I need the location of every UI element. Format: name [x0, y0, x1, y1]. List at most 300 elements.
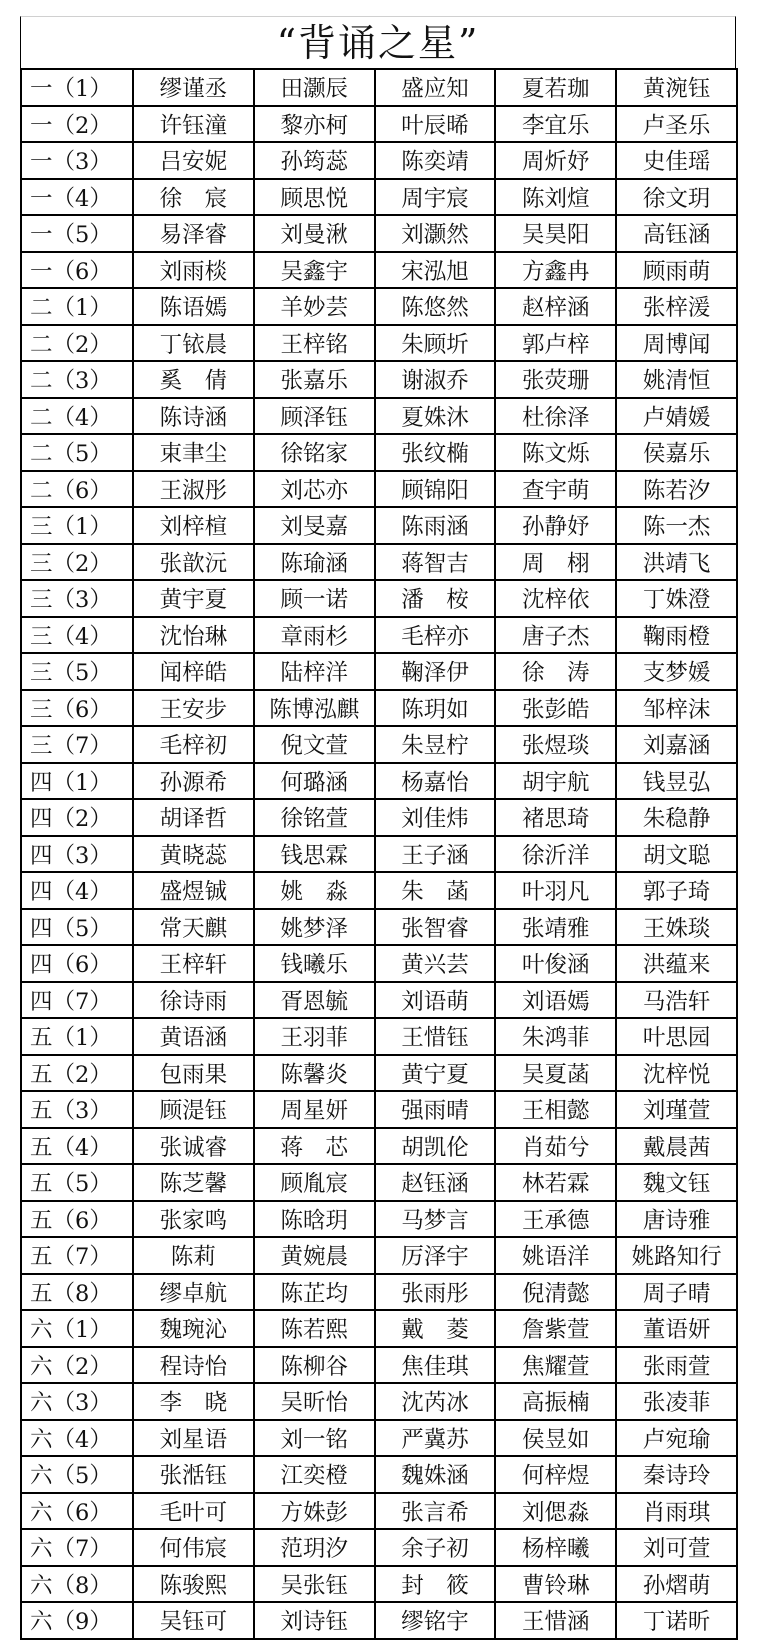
class-cell: 四（1）	[21, 763, 133, 800]
honor-roster-table	[20, 68, 738, 1640]
student-name-cell: 王安步	[133, 690, 254, 727]
student-name-cell: 刘雨棪	[133, 252, 254, 289]
class-cell: 三（3）	[21, 580, 133, 617]
class-cell: 六（6）	[21, 1493, 133, 1530]
student-name-cell: 徐铭家	[254, 434, 375, 471]
student-name-cell: 顾湜钰	[133, 1091, 254, 1128]
table-row	[21, 1055, 737, 1092]
class-cell: 二（1）	[21, 288, 133, 325]
student-name-cell: 陈瑜涵	[254, 544, 375, 581]
student-name-cell: 王相懿	[495, 1091, 616, 1128]
student-name-cell: 魏姝涵	[375, 1456, 496, 1493]
student-name-cell: 陆梓洋	[254, 653, 375, 690]
table-row	[21, 142, 737, 179]
class-cell: 一（4）	[21, 179, 133, 216]
student-name-cell: 陈馨炎	[254, 1055, 375, 1092]
student-name-cell: 杜徐泽	[495, 398, 616, 435]
table-row	[21, 1128, 737, 1165]
student-name-cell: 王惜钰	[375, 1018, 496, 1055]
student-name-cell: 顾一诺	[254, 580, 375, 617]
student-name-cell: 王惜涵	[495, 1602, 616, 1639]
student-name-cell: 支梦媛	[616, 653, 737, 690]
student-name-cell: 张湉钰	[133, 1456, 254, 1493]
class-cell: 三（5）	[21, 653, 133, 690]
student-name-cell: 张歆沅	[133, 544, 254, 581]
student-name-cell: 查宇萌	[495, 471, 616, 508]
student-name-cell: 卢婧媛	[616, 398, 737, 435]
student-name-cell: 陈文烁	[495, 434, 616, 471]
table-row	[21, 1566, 737, 1603]
student-name-cell: 姚语洋	[495, 1237, 616, 1274]
table-row	[21, 434, 737, 471]
class-cell: 五（5）	[21, 1164, 133, 1201]
student-name-cell: 吴张钰	[254, 1566, 375, 1603]
student-name-cell: 张嘉乐	[254, 361, 375, 398]
student-name-cell: 何梓煜	[495, 1456, 616, 1493]
student-name-cell: 刘星语	[133, 1420, 254, 1457]
student-name-cell: 顾泽钰	[254, 398, 375, 435]
table-row	[21, 1018, 737, 1055]
student-name-cell: 刘瑾萱	[616, 1091, 737, 1128]
table-row	[21, 799, 737, 836]
student-name-cell: 陈刘煊	[495, 179, 616, 216]
student-name-cell: 方鑫冉	[495, 252, 616, 289]
class-cell: 二（2）	[21, 325, 133, 362]
student-name-cell: 吴昕怡	[254, 1383, 375, 1420]
student-name-cell: 叶羽凡	[495, 872, 616, 909]
student-name-cell: 陈语嫣	[133, 288, 254, 325]
student-name-cell: 卢圣乐	[616, 106, 737, 143]
student-name-cell: 沈怡琳	[133, 617, 254, 654]
student-name-cell: 秦诗玲	[616, 1456, 737, 1493]
student-name-cell: 周炘妤	[495, 142, 616, 179]
student-name-cell: 缪卓航	[133, 1274, 254, 1311]
student-name-cell: 刘可萱	[616, 1529, 737, 1566]
class-cell: 三（1）	[21, 507, 133, 544]
table-row	[21, 909, 737, 946]
student-name-cell: 戴 菱	[375, 1310, 496, 1347]
table-row	[21, 982, 737, 1019]
student-name-cell: 顾胤宸	[254, 1164, 375, 1201]
student-name-cell: 张荧珊	[495, 361, 616, 398]
student-name-cell: 张家鸣	[133, 1201, 254, 1238]
student-name-cell: 马浩轩	[616, 982, 737, 1019]
student-name-cell: 侯嘉乐	[616, 434, 737, 471]
student-name-cell: 刘语嫣	[495, 982, 616, 1019]
student-name-cell: 李宜乐	[495, 106, 616, 143]
student-name-cell: 姚 淼	[254, 872, 375, 909]
class-cell: 五（4）	[21, 1128, 133, 1165]
roster-body	[21, 69, 737, 1639]
student-name-cell: 朱顾圻	[375, 325, 496, 362]
student-name-cell: 邹梓沫	[616, 690, 737, 727]
student-name-cell: 张智睿	[375, 909, 496, 946]
student-name-cell: 孙筠蕊	[254, 142, 375, 179]
student-name-cell: 黄晓蕊	[133, 836, 254, 873]
student-name-cell: 沈梓悦	[616, 1055, 737, 1092]
student-name-cell: 刘梓楦	[133, 507, 254, 544]
student-name-cell: 卢宛瑜	[616, 1420, 737, 1457]
student-name-cell: 沈梓依	[495, 580, 616, 617]
table-row	[21, 1164, 737, 1201]
student-name-cell: 黄婉晨	[254, 1237, 375, 1274]
student-name-cell: 徐文玥	[616, 179, 737, 216]
student-name-cell: 叶思园	[616, 1018, 737, 1055]
class-cell: 五（8）	[21, 1274, 133, 1311]
student-name-cell: 鞠雨橙	[616, 617, 737, 654]
student-name-cell: 徐 宸	[133, 179, 254, 216]
student-name-cell: 姚清恒	[616, 361, 737, 398]
student-name-cell: 叶辰晞	[375, 106, 496, 143]
class-cell: 二（6）	[21, 471, 133, 508]
student-name-cell: 封 筱	[375, 1566, 496, 1603]
class-cell: 二（4）	[21, 398, 133, 435]
table-row	[21, 1201, 737, 1238]
student-name-cell: 黄兴芸	[375, 945, 496, 982]
student-name-cell: 赵梓涵	[495, 288, 616, 325]
student-name-cell: 朱鸿菲	[495, 1018, 616, 1055]
student-name-cell: 王承德	[495, 1201, 616, 1238]
student-name-cell: 毛梓初	[133, 726, 254, 763]
student-name-cell: 毛梓亦	[375, 617, 496, 654]
student-name-cell: 刘嘉涵	[616, 726, 737, 763]
student-name-cell: 张彭皓	[495, 690, 616, 727]
student-name-cell: 顾锦阳	[375, 471, 496, 508]
student-name-cell: 潘 桉	[375, 580, 496, 617]
class-cell: 六（8）	[21, 1566, 133, 1603]
class-cell: 五（7）	[21, 1237, 133, 1274]
table-row	[21, 1383, 737, 1420]
table-row	[21, 690, 737, 727]
table-row	[21, 763, 737, 800]
student-name-cell: 束聿尘	[133, 434, 254, 471]
student-name-cell: 夏若珈	[495, 69, 616, 106]
class-cell: 三（7）	[21, 726, 133, 763]
student-name-cell: 陈玥如	[375, 690, 496, 727]
class-cell: 五（3）	[21, 1091, 133, 1128]
table-row	[21, 544, 737, 581]
student-name-cell: 蒋智吉	[375, 544, 496, 581]
student-name-cell: 刘灏然	[375, 215, 496, 252]
student-name-cell: 胡宇航	[495, 763, 616, 800]
student-name-cell: 许钰潼	[133, 106, 254, 143]
table-row	[21, 1237, 737, 1274]
table-row	[21, 252, 737, 289]
table-row	[21, 325, 737, 362]
student-name-cell: 吴鑫宇	[254, 252, 375, 289]
student-name-cell: 陈一杰	[616, 507, 737, 544]
class-cell: 四（2）	[21, 799, 133, 836]
table-row	[21, 1493, 737, 1530]
student-name-cell: 宋泓旭	[375, 252, 496, 289]
table-row	[21, 1420, 737, 1457]
student-name-cell: 张煜琰	[495, 726, 616, 763]
student-name-cell: 陈诗涵	[133, 398, 254, 435]
student-name-cell: 严冀苏	[375, 1420, 496, 1457]
student-name-cell: 刘旻嘉	[254, 507, 375, 544]
student-name-cell: 郭子琦	[616, 872, 737, 909]
student-name-cell: 侯昱如	[495, 1420, 616, 1457]
student-name-cell: 姚路知行	[616, 1237, 737, 1274]
table-row	[21, 179, 737, 216]
table-row	[21, 1347, 737, 1384]
student-name-cell: 杨梓曦	[495, 1529, 616, 1566]
table-row	[21, 836, 737, 873]
student-name-cell: 郭卢梓	[495, 325, 616, 362]
student-name-cell: 缪谨丞	[133, 69, 254, 106]
student-name-cell: 洪靖飞	[616, 544, 737, 581]
student-name-cell: 刘曼湫	[254, 215, 375, 252]
student-name-cell: 史佳瑶	[616, 142, 737, 179]
student-name-cell: 林若霖	[495, 1164, 616, 1201]
student-name-cell: 胡凯伦	[375, 1128, 496, 1165]
table-row	[21, 1091, 737, 1128]
student-name-cell: 刘芯亦	[254, 471, 375, 508]
class-cell: 一（3）	[21, 142, 133, 179]
student-name-cell: 张凌菲	[616, 1383, 737, 1420]
table-row	[21, 106, 737, 143]
table-row	[21, 1310, 737, 1347]
student-name-cell: 徐沂洋	[495, 836, 616, 873]
table-row	[21, 653, 737, 690]
class-cell: 六（4）	[21, 1420, 133, 1457]
student-name-cell: 盛煜铖	[133, 872, 254, 909]
table-row	[21, 398, 737, 435]
student-name-cell: 焦耀萱	[495, 1347, 616, 1384]
student-name-cell: 黄语涵	[133, 1018, 254, 1055]
class-cell: 六（1）	[21, 1310, 133, 1347]
student-name-cell: 易泽睿	[133, 215, 254, 252]
student-name-cell: 周子晴	[616, 1274, 737, 1311]
class-cell: 一（5）	[21, 215, 133, 252]
student-name-cell: 朱 菡	[375, 872, 496, 909]
student-name-cell: 陈芝馨	[133, 1164, 254, 1201]
table-row	[21, 69, 737, 106]
student-name-cell: 胡文聪	[616, 836, 737, 873]
student-name-cell: 吕安妮	[133, 142, 254, 179]
student-name-cell: 王姝琰	[616, 909, 737, 946]
student-name-cell: 马梦言	[375, 1201, 496, 1238]
class-cell: 一（2）	[21, 106, 133, 143]
student-name-cell: 肖茹兮	[495, 1128, 616, 1165]
student-name-cell: 闻梓皓	[133, 653, 254, 690]
student-name-cell: 张雨彤	[375, 1274, 496, 1311]
student-name-cell: 丁诺昕	[616, 1602, 737, 1639]
student-name-cell: 褚思琦	[495, 799, 616, 836]
student-name-cell: 董语妍	[616, 1310, 737, 1347]
student-name-cell: 常天麒	[133, 909, 254, 946]
class-cell: 三（6）	[21, 690, 133, 727]
student-name-cell: 高振楠	[495, 1383, 616, 1420]
student-name-cell: 陈芷均	[254, 1274, 375, 1311]
student-name-cell: 陈晗玥	[254, 1201, 375, 1238]
student-name-cell: 魏文钰	[616, 1164, 737, 1201]
student-name-cell: 王淑彤	[133, 471, 254, 508]
class-cell: 五（1）	[21, 1018, 133, 1055]
page-title: “背诵之星”	[20, 16, 736, 68]
student-name-cell: 丁铱晨	[133, 325, 254, 362]
class-cell: 四（3）	[21, 836, 133, 873]
student-name-cell: 刘语萌	[375, 982, 496, 1019]
student-name-cell: 鞠泽伊	[375, 653, 496, 690]
class-cell: 五（2）	[21, 1055, 133, 1092]
student-name-cell: 何璐涵	[254, 763, 375, 800]
student-name-cell: 陈骏熙	[133, 1566, 254, 1603]
student-name-cell: 黄宇夏	[133, 580, 254, 617]
student-name-cell: 陈悠然	[375, 288, 496, 325]
table-row	[21, 872, 737, 909]
class-cell: 三（2）	[21, 544, 133, 581]
student-name-cell: 方姝彭	[254, 1493, 375, 1530]
student-name-cell: 姚梦泽	[254, 909, 375, 946]
student-name-cell: 张言希	[375, 1493, 496, 1530]
student-name-cell: 胡译哲	[133, 799, 254, 836]
student-name-cell: 周博闻	[616, 325, 737, 362]
student-name-cell: 余子初	[375, 1529, 496, 1566]
student-name-cell: 吴昊阳	[495, 215, 616, 252]
student-name-cell: 张梓湲	[616, 288, 737, 325]
student-name-cell: 洪蕴来	[616, 945, 737, 982]
student-name-cell: 吴夏菡	[495, 1055, 616, 1092]
student-name-cell: 王羽菲	[254, 1018, 375, 1055]
student-name-cell: 徐铭萱	[254, 799, 375, 836]
class-cell: 四（6）	[21, 945, 133, 982]
student-name-cell: 朱昱柠	[375, 726, 496, 763]
student-name-cell: 魏琬沁	[133, 1310, 254, 1347]
table-row	[21, 1529, 737, 1566]
student-name-cell: 唐子杰	[495, 617, 616, 654]
student-name-cell: 江奕橙	[254, 1456, 375, 1493]
class-cell: 六（7）	[21, 1529, 133, 1566]
student-name-cell: 李 晓	[133, 1383, 254, 1420]
student-name-cell: 胥恩毓	[254, 982, 375, 1019]
class-cell: 六（3）	[21, 1383, 133, 1420]
student-name-cell: 朱稳静	[616, 799, 737, 836]
student-name-cell: 周宇宸	[375, 179, 496, 216]
student-name-cell: 周星妍	[254, 1091, 375, 1128]
student-name-cell: 陈若汐	[616, 471, 737, 508]
student-name-cell: 强雨晴	[375, 1091, 496, 1128]
student-name-cell: 孙源希	[133, 763, 254, 800]
student-name-cell: 毛叶可	[133, 1493, 254, 1530]
student-name-cell: 盛应知	[375, 69, 496, 106]
student-name-cell: 刘一铭	[254, 1420, 375, 1457]
student-name-cell: 焦佳琪	[375, 1347, 496, 1384]
student-name-cell: 孙熠萌	[616, 1566, 737, 1603]
student-name-cell: 钱曦乐	[254, 945, 375, 982]
student-name-cell: 缪铭宇	[375, 1602, 496, 1639]
table-row	[21, 471, 737, 508]
student-name-cell: 刘佳炜	[375, 799, 496, 836]
student-name-cell: 沈芮冰	[375, 1383, 496, 1420]
student-name-cell: 范玥汐	[254, 1529, 375, 1566]
student-name-cell: 张靖雅	[495, 909, 616, 946]
table-row	[21, 1602, 737, 1639]
class-cell: 六（5）	[21, 1456, 133, 1493]
table-row	[21, 1274, 737, 1311]
student-name-cell: 陈雨涵	[375, 507, 496, 544]
table-row	[21, 215, 737, 252]
class-cell: 三（4）	[21, 617, 133, 654]
student-name-cell: 陈博泓麒	[254, 690, 375, 727]
student-name-cell: 陈莉	[133, 1237, 254, 1274]
student-name-cell: 周 栩	[495, 544, 616, 581]
student-name-cell: 顾思悦	[254, 179, 375, 216]
student-name-cell: 詹紫萱	[495, 1310, 616, 1347]
student-name-cell: 刘偲淼	[495, 1493, 616, 1530]
student-name-cell: 蒋 芯	[254, 1128, 375, 1165]
class-cell: 六（9）	[21, 1602, 133, 1639]
class-cell: 二（3）	[21, 361, 133, 398]
student-name-cell: 王子涵	[375, 836, 496, 873]
class-cell: 六（2）	[21, 1347, 133, 1384]
table-row	[21, 580, 737, 617]
table-row	[21, 361, 737, 398]
student-name-cell: 王梓铭	[254, 325, 375, 362]
student-name-cell: 倪文萱	[254, 726, 375, 763]
student-name-cell: 顾雨萌	[616, 252, 737, 289]
student-name-cell: 夏姝沐	[375, 398, 496, 435]
student-name-cell: 程诗怡	[133, 1347, 254, 1384]
student-name-cell: 唐诗雅	[616, 1201, 737, 1238]
student-name-cell: 章雨杉	[254, 617, 375, 654]
student-name-cell: 张雨萱	[616, 1347, 737, 1384]
student-name-cell: 奚 倩	[133, 361, 254, 398]
student-name-cell: 肖雨琪	[616, 1493, 737, 1530]
student-name-cell: 黎亦柯	[254, 106, 375, 143]
class-cell: 四（4）	[21, 872, 133, 909]
student-name-cell: 叶俊涵	[495, 945, 616, 982]
student-name-cell: 孙静妤	[495, 507, 616, 544]
student-name-cell: 戴晨茜	[616, 1128, 737, 1165]
student-name-cell: 田灏辰	[254, 69, 375, 106]
student-name-cell: 何伟宸	[133, 1529, 254, 1566]
table-row	[21, 507, 737, 544]
student-name-cell: 曹铃琳	[495, 1566, 616, 1603]
student-name-cell: 钱昱弘	[616, 763, 737, 800]
table-row	[21, 1456, 737, 1493]
student-name-cell: 徐诗雨	[133, 982, 254, 1019]
student-name-cell: 羊妙芸	[254, 288, 375, 325]
student-name-cell: 包雨果	[133, 1055, 254, 1092]
student-name-cell: 刘诗钰	[254, 1602, 375, 1639]
student-name-cell: 张诚睿	[133, 1128, 254, 1165]
student-name-cell: 陈奕靖	[375, 142, 496, 179]
student-name-cell: 丁姝澄	[616, 580, 737, 617]
student-name-cell: 赵钰涵	[375, 1164, 496, 1201]
table-row	[21, 617, 737, 654]
student-name-cell: 黄涴钰	[616, 69, 737, 106]
student-name-cell: 陈若熙	[254, 1310, 375, 1347]
table-row	[21, 726, 737, 763]
class-cell: 一（6）	[21, 252, 133, 289]
student-name-cell: 厉泽宇	[375, 1237, 496, 1274]
class-cell: 一（1）	[21, 69, 133, 106]
student-name-cell: 黄宁夏	[375, 1055, 496, 1092]
student-name-cell: 徐 涛	[495, 653, 616, 690]
class-cell: 二（5）	[21, 434, 133, 471]
student-name-cell: 王梓轩	[133, 945, 254, 982]
student-name-cell: 杨嘉怡	[375, 763, 496, 800]
student-name-cell: 高钰涵	[616, 215, 737, 252]
class-cell: 四（7）	[21, 982, 133, 1019]
class-cell: 四（5）	[21, 909, 133, 946]
table-row	[21, 945, 737, 982]
student-name-cell: 张纹椭	[375, 434, 496, 471]
student-name-cell: 倪清懿	[495, 1274, 616, 1311]
student-name-cell: 谢淑乔	[375, 361, 496, 398]
student-name-cell: 陈柳谷	[254, 1347, 375, 1384]
